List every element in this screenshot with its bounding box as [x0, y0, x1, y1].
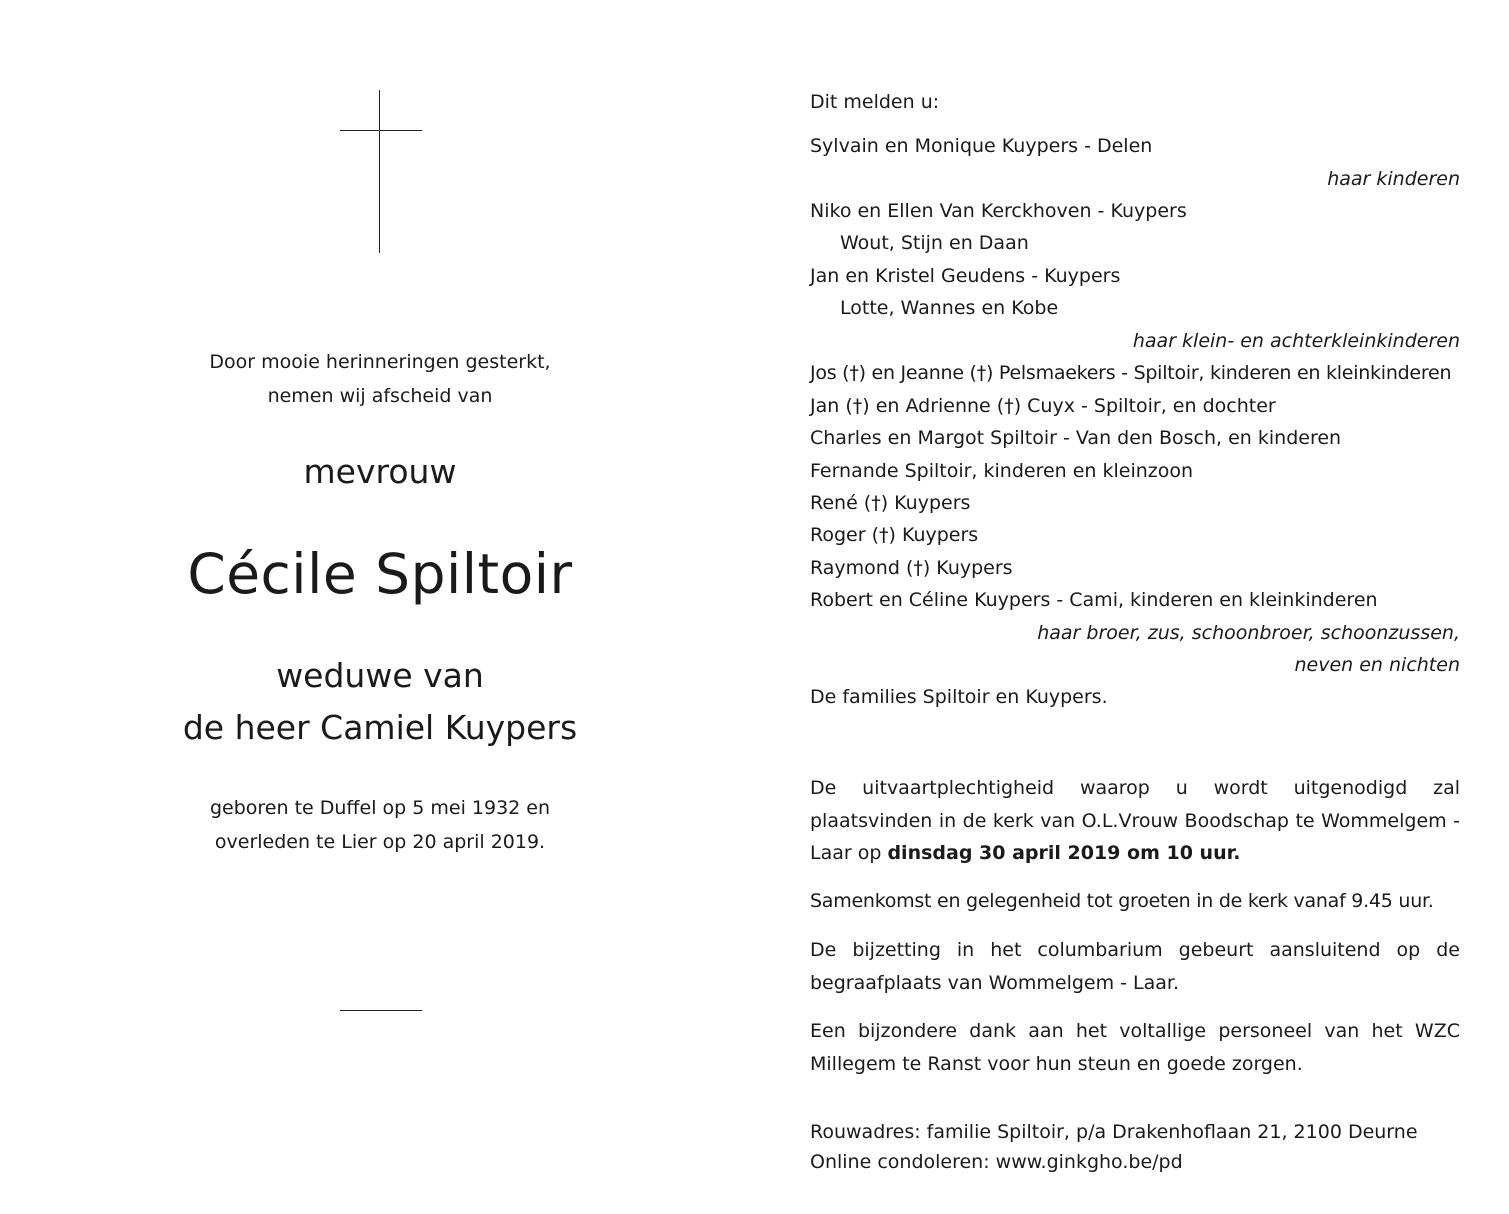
family-line: René (†) Kuypers	[810, 492, 971, 514]
date-line: overleden te Lier op 20 april 2019.	[214, 831, 546, 853]
mourning-address: Rouwadres: familie Spiltoir, p/a Drakenhoflaan 21, 2100 Deurne	[810, 1121, 1418, 1143]
ceremony-date: dinsdag 30 april 2019 om 10 uur.	[887, 842, 1241, 864]
family-line: Jan en Kristel Geudens - Kuypers	[810, 265, 1121, 287]
family-line: Niko en Ellen Van Kerckhoven - Kuypers	[810, 200, 1187, 222]
family-line: Robert en Céline Kuypers - Cami, kinderen en kleinkinderen	[810, 589, 1378, 611]
family-relation: haar klein- en achterkleinkinderen	[1132, 330, 1460, 352]
intro-line: Door mooie herinneringen gesterkt,	[209, 351, 551, 373]
family-line: Jan (†) en Adrienne (†) Cuyx - Spiltoir, en dochter	[810, 395, 1276, 417]
family-relation: haar broer, zus, schoonbroer, schoonzussen,	[1037, 622, 1460, 644]
deceased-name: Cécile Spiltoir	[187, 542, 573, 606]
widow-line: de heer Camiel Kuypers	[182, 708, 578, 747]
announce-line: Dit melden u:	[810, 91, 940, 113]
gathering-paragraph: Samenkomst en gelegenheid tot groeten in de kerk vanaf 9.45 uur.	[810, 890, 1434, 912]
salutation: mevrouw	[303, 452, 457, 491]
left-page	[100, 0, 660, 1214]
family-line-indented: Wout, Stijn en Daan	[840, 232, 1029, 254]
ceremony-text: De uitvaartplechtigheid waarop u wordt uitgenodigd zal plaatsvinden in de kerk van O.L.Vrouw Boodschap te Wommelgem - Laar op	[810, 777, 1460, 864]
right-page	[810, 0, 1460, 1214]
intro-text	[100, 345, 660, 413]
family-line: Charles en Margot Spiltoir - Van den Bosch, en kinderen	[810, 427, 1342, 449]
family-line: Raymond (†) Kuypers	[810, 557, 1013, 579]
cross-icon-bar	[340, 130, 422, 131]
ceremony-paragraph	[810, 772, 1460, 870]
burial-paragraph: De bijzetting in het columbarium gebeurt aansluitend op de begraafplaats van Wommelgem - Laar.	[810, 939, 1460, 994]
date-line: geboren te Duffel op 5 mei 1932 en	[209, 797, 551, 819]
family-line: Fernande Spiltoir, kinderen en kleinzoon	[810, 460, 1194, 482]
cross-icon	[379, 90, 380, 253]
divider-line	[340, 1010, 422, 1011]
family-line: Roger (†) Kuypers	[810, 524, 979, 546]
online-condolence: Online condoleren: www.ginkgho.be/pd	[810, 1151, 1183, 1173]
family-line: Jos (†) en Jeanne (†) Pelsmaekers - Spiltoir, kinderen en kleinkinderen	[810, 362, 1452, 384]
thanks-paragraph: Een bijzondere dank aan het voltallige personeel van het WZC Millegem te Ranst voor hun steun en goede zorgen.	[810, 1020, 1460, 1075]
family-relation: neven en nichten	[1294, 654, 1460, 676]
family-line-indented: Lotte, Wannes en Kobe	[840, 297, 1059, 319]
family-relation: haar kinderen	[1327, 168, 1460, 190]
widow-line: weduwe van	[276, 656, 484, 695]
widow-of	[100, 650, 660, 754]
birth-death-dates	[100, 791, 660, 859]
family-line: De families Spiltoir en Kuypers.	[810, 686, 1108, 708]
intro-line: nemen wij afscheid van	[267, 385, 493, 407]
family-line: Sylvain en Monique Kuypers - Delen	[810, 135, 1153, 157]
